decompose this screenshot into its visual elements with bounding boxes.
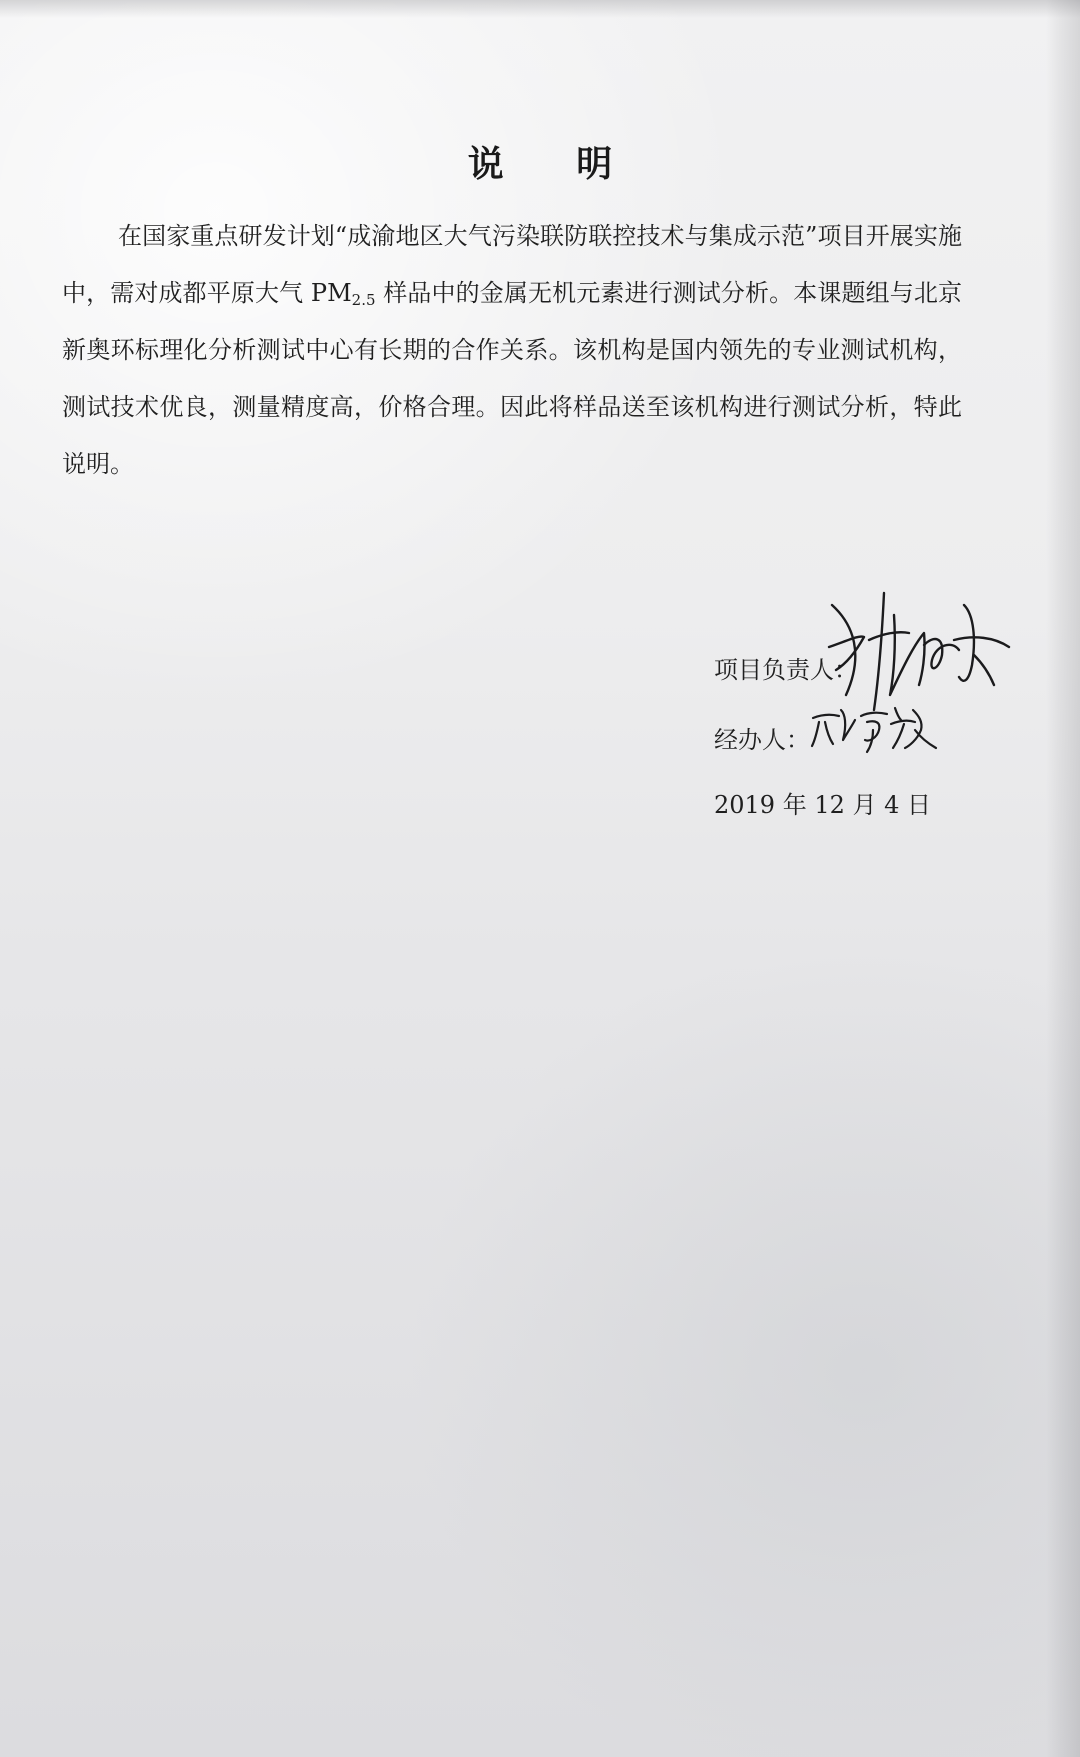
page-title: 说 明 <box>467 144 643 185</box>
date-line <box>714 785 931 820</box>
signing-date: 2019 年 12 月 4 日 <box>714 791 932 819</box>
handwritten-signature-icon <box>809 700 939 755</box>
handwritten-signature-icon <box>824 585 1014 715</box>
paper-edge <box>1046 0 1080 1757</box>
paragraph-text-part-1: 在国家重点研发计划“成渝地区大气污染联防联控技术与集成示范”项目开展实施中，需对成都平原大气 PM <box>62 222 962 307</box>
paragraph-text <box>62 208 962 493</box>
handler-label: 经办人： <box>714 726 810 754</box>
photo-top-shadow <box>0 0 1080 18</box>
body-paragraph <box>62 208 962 493</box>
handler-line <box>714 720 810 755</box>
pm-subscript: 2.5 <box>351 291 376 309</box>
project-leader-label: 项目负责人： <box>714 656 858 684</box>
paragraph-text-part-2: 样品中的金属无机元素进行测试分析。本课题组与北京新奥环标理化分析测试中心有长期的合作关系。该机构是国内领先的专业测试机构，测试技术优良，测量精度高，价格合理。因此将样品送至该机构进行测试分析，特此说明。 <box>62 279 962 478</box>
